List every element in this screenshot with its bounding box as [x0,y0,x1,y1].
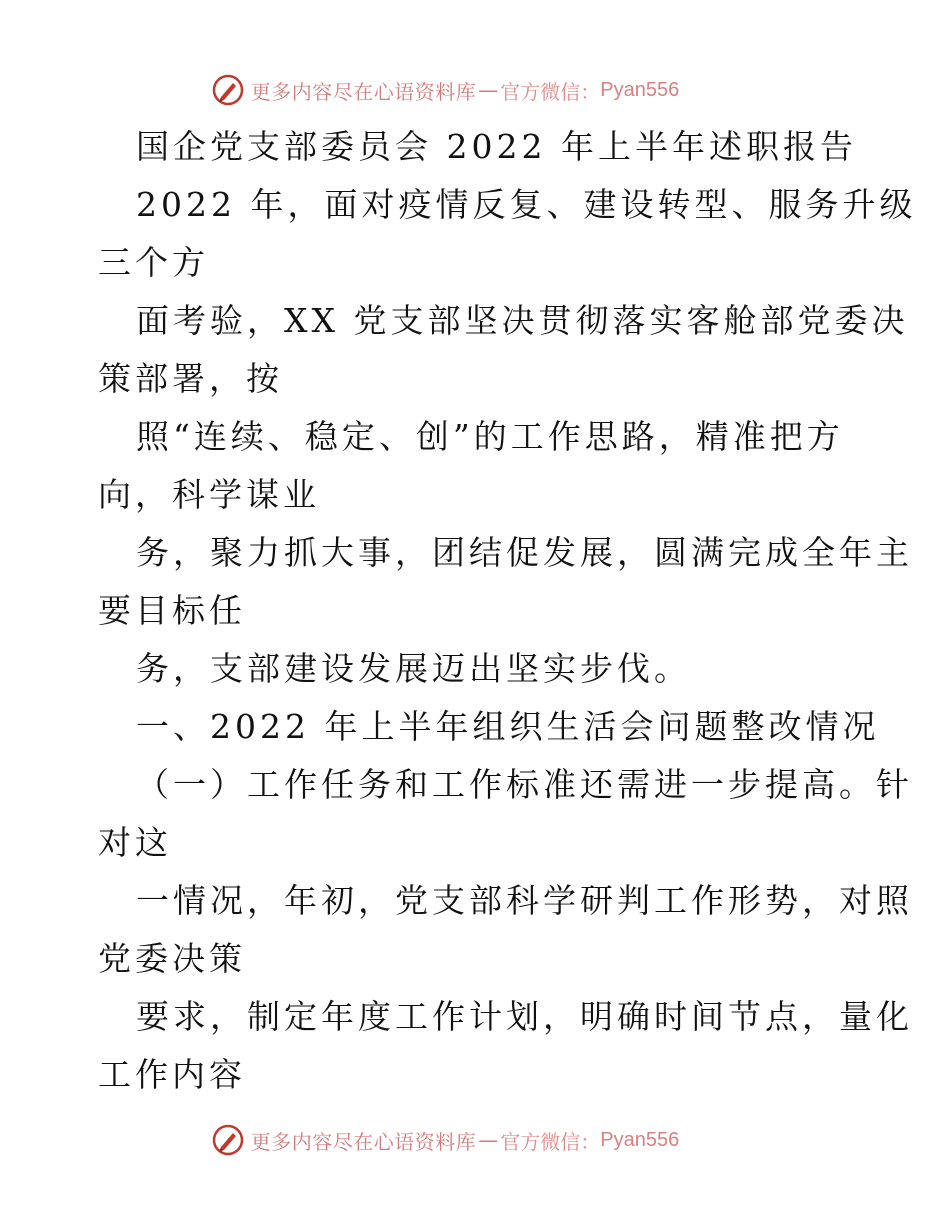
pen-logo-icon [211,73,245,107]
watermark-dash: — [478,78,499,102]
paragraph-line: 照“连续、稳定、创”的工作思路，精准把方 [136,417,844,456]
header-watermark [0,70,950,110]
paragraph-line: 务，支部建设发展迈出坚实步伐。 [136,649,691,688]
paragraph-line: 向，科学谋业 [98,475,320,514]
paragraph-line: 要求，制定年度工作计划，明确时间节点，量化 [136,997,913,1036]
paragraph-line: 工作内容 [98,1055,246,1094]
document-title: 国企党支部委员会 2022 年上半年述职报告 [136,127,857,166]
watermark-wechat-label: 官方微信： [500,79,601,104]
watermark-main-text: 更多内容尽在心语资料库 [250,79,477,104]
paragraph-line: 要目标任 [98,591,246,630]
watermark-wechat-id: Pyan556 [600,1128,680,1151]
paragraph-line: 一情况，年初，党支部科学研判工作形势，对照 [136,881,913,920]
watermark-wechat-label: 官方微信： [500,1129,601,1154]
section-heading: 一、2022 年上半年组织生活会问题整改情况 [136,707,880,746]
watermark-wechat-id: Pyan556 [600,78,680,101]
paragraph-line: 三个方 [98,243,209,282]
footer-watermark [0,1120,950,1160]
paragraph-line: 党委决策 [98,939,246,978]
watermark-dash: — [478,1128,499,1152]
paragraph-line: 务，聚力抓大事，团结促发展，圆满完成全年主 [136,533,913,572]
watermark-main-text: 更多内容尽在心语资料库 [250,1129,477,1154]
paragraph-line: 2022 年，面对疫情反复、建设转型、服务升级 [136,185,917,224]
subsection-heading: （一）工作任务和工作标准还需进一步提高。针 [136,765,913,804]
pen-logo-icon [211,1123,245,1157]
paragraph-line: 面考验，XX 党支部坚决贯彻落实客舱部党委决 [136,301,909,340]
paragraph-line: 策部署，按 [98,359,283,398]
paragraph-line: 对这 [98,823,172,862]
